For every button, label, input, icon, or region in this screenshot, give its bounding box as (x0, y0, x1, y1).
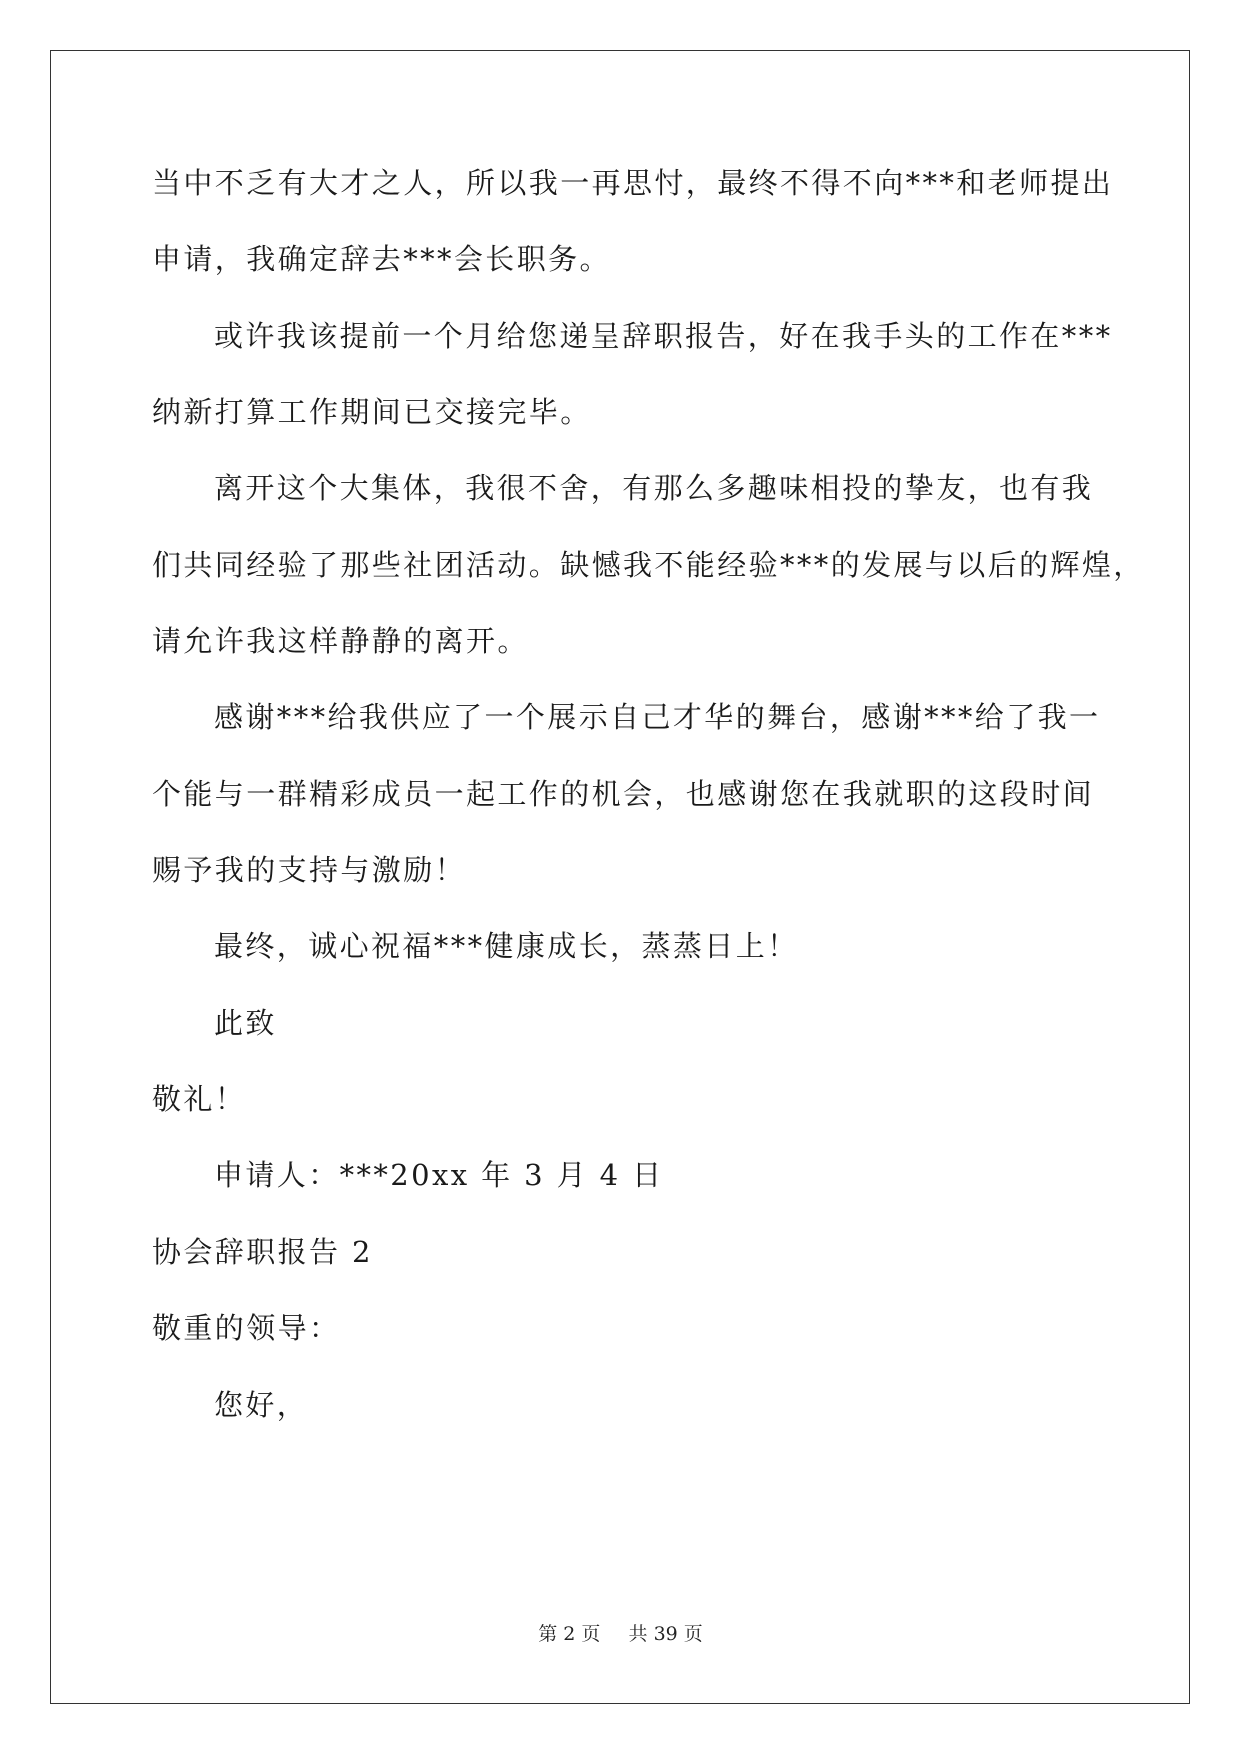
text-line: 纳新打算工作期间已交接完毕。 (152, 395, 592, 429)
text-line: 个能与一群精彩成员一起工作的机会，也感谢您在我就职的这段时间 (152, 777, 1095, 811)
paragraph-start: 或许我该提前一个月给您递呈辞职报告，好在我手头的工作在*** (214, 319, 1113, 353)
text-line: 请允许我这样静静的离开。 (152, 624, 529, 658)
signature-line: 申请人：***20xx 年 3 月 4 日 (214, 1158, 664, 1192)
salutation: 敬重的领导： (152, 1311, 341, 1345)
paragraph-start: 离开这个大集体，我很不舍，有那么多趣味相投的挚友，也有我 (214, 471, 1094, 505)
text-line: 们共同经验了那些社团活动。缺憾我不能经验***的发展与以后的辉煌， (152, 548, 1145, 582)
page-number: 第 2 页 (538, 1623, 601, 1645)
closing-regards: 敬礼！ (152, 1082, 247, 1116)
paragraph-start: 最终，诚心祝福***健康成长，蒸蒸日上！ (214, 929, 799, 963)
text-line: 当中不乏有大才之人，所以我一再思忖，最终不得不向***和老师提出 (152, 166, 1114, 200)
greeting: 您好， (214, 1388, 309, 1422)
section-heading: 协会辞职报告 2 (152, 1235, 373, 1269)
paragraph-start: 感谢***给我供应了一个展示自己才华的舞台，感谢***给了我一 (214, 700, 1101, 734)
text-line: 申请，我确定辞去***会长职务。 (152, 242, 611, 276)
page-footer (0, 1622, 1241, 1646)
closing-salutation: 此致 (214, 1006, 277, 1040)
page-total: 共 39 页 (628, 1623, 703, 1645)
text-line: 赐予我的支持与激励！ (152, 853, 467, 887)
